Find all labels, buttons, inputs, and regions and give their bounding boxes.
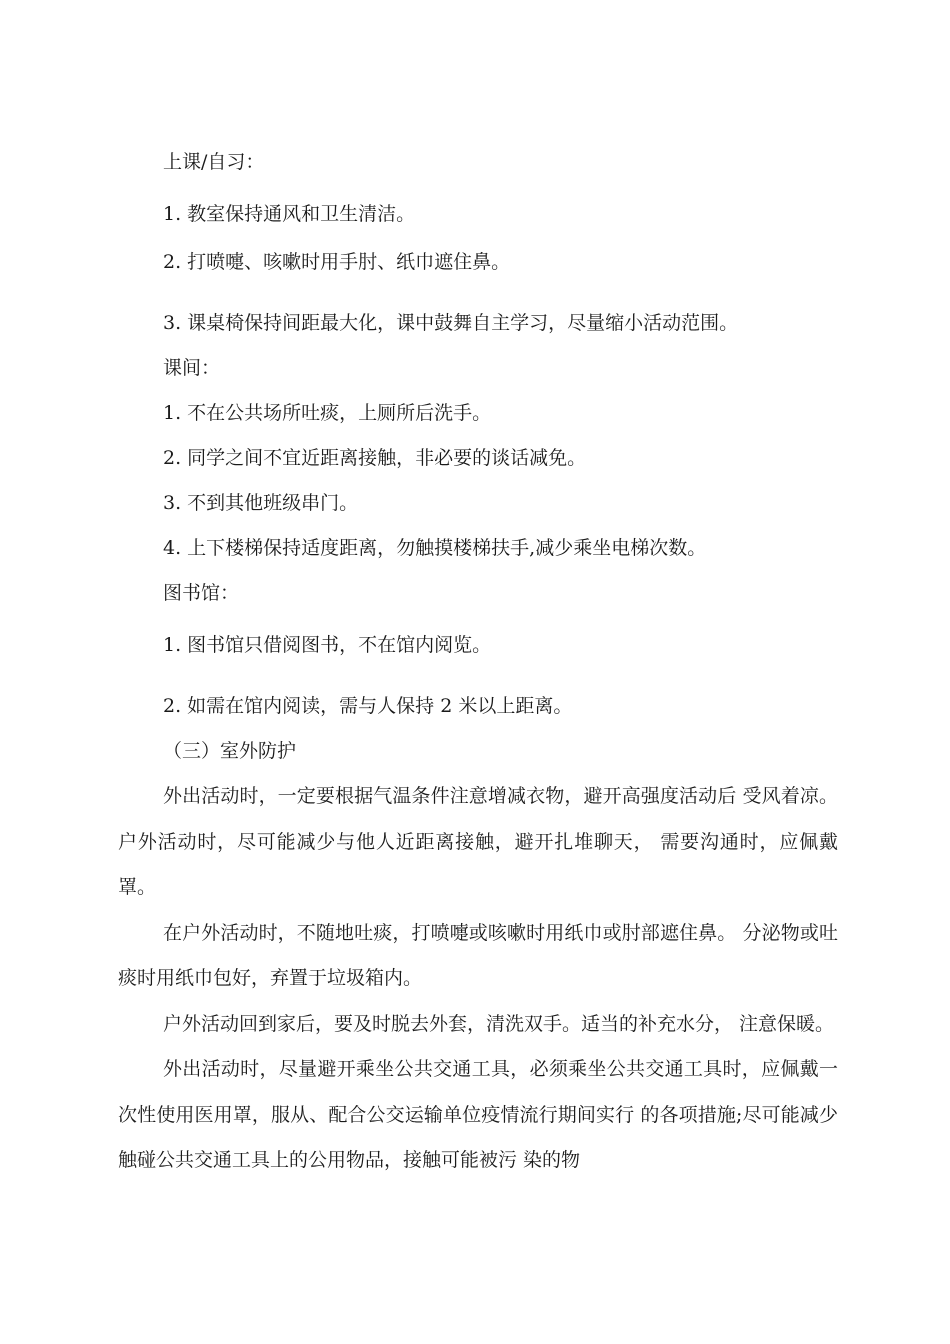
outdoor-paragraph-4: 外出活动时，尽量避开乘坐公共交通工具，必须乘坐公共交通工具时，应佩戴一次性使用医用罩，服从、配合公交运输单位疫情流行期间实行 的各项措施;尽可能减少触碰公共交通工具上的公用物品，接触可能被污 染的物 [118, 1058, 838, 1171]
class-item-3: 3. 课桌椅保持间距最大化，课中鼓舞自主学习，尽量缩小活动范围。 [163, 312, 739, 334]
outdoor-paragraphs [118, 774, 838, 1184]
library-item-1: 1. 图书馆只借阅图书，不在馆内阅览。 [163, 634, 492, 656]
break-section-heading: 课间： [163, 357, 221, 379]
outdoor-section-heading: （三）室外防护 [163, 740, 297, 762]
break-item-3: 3. 不到其他班级串门。 [163, 492, 359, 514]
break-item-2: 2. 同学之间不宜近距离接触，非必要的谈话减免。 [163, 447, 587, 469]
library-section-heading: 图书馆： [163, 582, 240, 604]
outdoor-paragraph-1: 外出活动时，一定要根据气温条件注意增减衣物，避开高强度活动后 受风着凉。户外活动时，尽可能减少与他人近距离接触，避开扎堆聊天， 需要沟通时，应佩戴罩。 [118, 785, 838, 898]
class-item-1: 1. 教室保持通风和卫生清洁。 [163, 203, 416, 225]
break-item-4: 4. 上下楼梯保持适度距离，勿触摸楼梯扶手,减少乘坐电梯次数。 [163, 537, 707, 559]
library-item-2: 2. 如需在馆内阅读，需与人保持 2 米以上距离。 [163, 695, 573, 717]
break-item-1: 1. 不在公共场所吐痰，上厕所后洗手。 [163, 402, 492, 424]
class-item-2: 2. 打喷嚏、咳嗽时用手肘、纸巾遮住鼻。 [163, 251, 511, 273]
outdoor-paragraph-2: 在户外活动时，不随地吐痰，打喷嚏或咳嗽时用纸巾或肘部遮住鼻。 分泌物或吐痰时用纸巾包好，弃置于垃圾箱内。 [118, 921, 838, 989]
class-section-heading: 上课/自习： [163, 151, 265, 173]
outdoor-paragraph-3: 户外活动回到家后，要及时脱去外套，清洗双手。适当的补充水分， 注意保暖。 [163, 1012, 835, 1035]
